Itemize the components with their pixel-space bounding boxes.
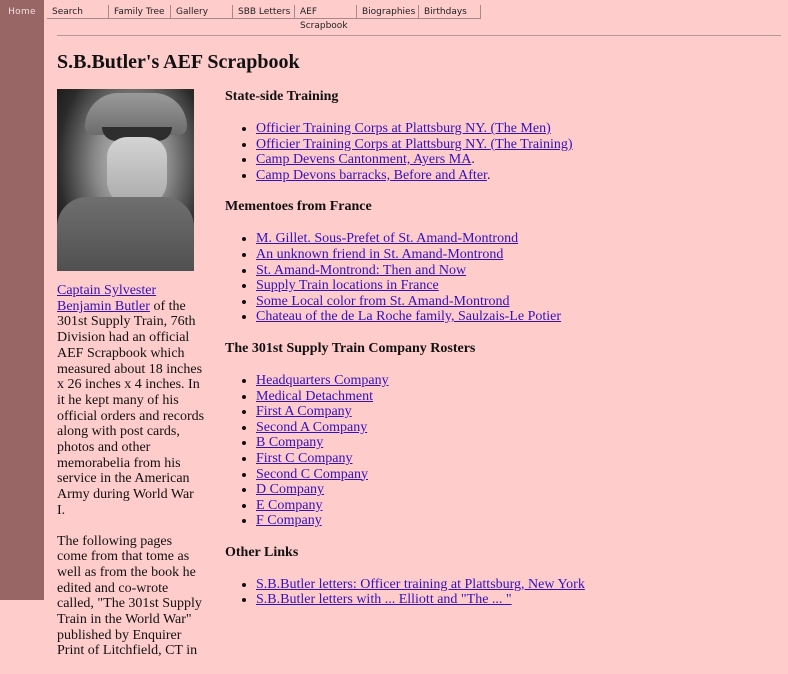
link-list	[225, 373, 765, 529]
section-link[interactable]: Officier Training Corps at Plattsburg NY. (The Men)	[256, 121, 551, 136]
list-item	[256, 121, 765, 137]
link-list	[225, 121, 765, 183]
list-item	[256, 263, 765, 279]
section-link[interactable]: First A Company	[256, 404, 352, 420]
list-item	[256, 513, 765, 529]
nav-family-tree[interactable]: Family Tree	[109, 5, 171, 19]
top-nav-bar	[47, 5, 481, 31]
section-the-301st-supply-train-company-rosters	[225, 341, 765, 529]
section-heading: Other Links	[225, 544, 299, 560]
list-item	[256, 309, 765, 325]
section-state-side-training	[225, 89, 765, 183]
section-heading: The 301st Supply Train Company Rosters	[225, 340, 476, 356]
section-heading: Mementoes from France	[225, 199, 372, 215]
intro-text	[57, 283, 205, 674]
list-item	[256, 435, 765, 451]
section-link[interactable]: Supply Train locations in France	[256, 278, 439, 294]
nav-gallery[interactable]: Gallery	[171, 5, 233, 19]
intro-paragraph-2: The following pages come from that tome as well as from the book he edited and co-wrote called, "The 301st Supply Train in the World War" published by Enquirer Print of Litchfield, CT in	[57, 533, 202, 659]
home-link[interactable]: Home	[8, 7, 36, 17]
list-item	[256, 389, 765, 405]
section-link[interactable]: Camp Devons barracks, Before and After	[256, 167, 487, 183]
intro-paragraph-1-text: of the 301st Supply Train, 76th Division had an official AEF Scrapbook which measured about 18 inches x 26 inches x 4 inches. In it he kept many of his official orders and records along with post cards, photos and other memorabelia from his service in the American Army during World War I.	[57, 298, 205, 518]
list-item	[256, 373, 765, 389]
tunic-shape	[57, 197, 194, 271]
section-link[interactable]: S.B.Butler letters: Officer training at Plattsburg, New York	[256, 576, 585, 592]
left-sidebar	[0, 0, 44, 600]
section-link[interactable]: Headquarters Company	[256, 372, 389, 388]
list-item	[256, 278, 765, 294]
list-item	[256, 592, 765, 608]
list-item	[256, 577, 765, 593]
list-item	[256, 247, 765, 263]
link-suffix: .	[486, 167, 491, 183]
list-item	[256, 404, 765, 420]
list-item	[256, 467, 765, 483]
list-item	[256, 451, 765, 467]
section-link[interactable]: M. Gillet. Sous-Prefet of St. Amand-Montrond	[256, 231, 519, 247]
section-link[interactable]: Second A Company	[256, 419, 368, 435]
intro-paragraph-1	[57, 283, 205, 519]
page-title: S.B.Butler's AEF Scrapbook	[57, 51, 300, 73]
list-item	[256, 420, 765, 436]
section-link[interactable]: D Company	[256, 482, 325, 498]
list-item	[256, 137, 765, 153]
link-list	[225, 231, 765, 325]
section-link[interactable]: F Company	[256, 513, 322, 529]
portrait-photo	[57, 89, 194, 271]
list-item	[256, 231, 765, 247]
section-link[interactable]: Chateau of the de La Roche family, Saulzais-Le Potier	[256, 309, 562, 325]
nav-aef-scrapbook[interactable]: AEF Scrapbook	[295, 5, 357, 19]
list-item	[256, 152, 765, 168]
section-link[interactable]: Medical Detachment	[256, 388, 374, 404]
list-item	[256, 498, 765, 514]
section-link[interactable]: First C Company	[256, 450, 353, 466]
section-heading: State-side Training	[225, 89, 339, 104]
section-link[interactable]: S.B.Butler letters with ... Elliott and "The ... "	[256, 592, 512, 608]
section-link[interactable]: An unknown friend in St. Amand-Montrond	[256, 246, 504, 262]
nav-search[interactable]: Search	[47, 5, 109, 19]
horizontal-rule	[57, 35, 781, 36]
section-other-links	[225, 545, 765, 608]
butler-name-link[interactable]: Captain Sylvester Benjamin Butler	[57, 283, 157, 314]
list-item	[256, 168, 765, 184]
link-list	[225, 577, 765, 608]
list-item	[256, 294, 765, 310]
nav-birthdays[interactable]: Birthdays	[419, 5, 481, 19]
section-link[interactable]: E Company	[256, 497, 323, 513]
link-suffix: .	[471, 152, 475, 168]
section-link[interactable]: Camp Devens Cantonment, Ayers MA	[256, 152, 472, 168]
nav-biographies[interactable]: Biographies	[357, 5, 419, 19]
section-link[interactable]: St. Amand-Montrond: Then and Now	[256, 262, 467, 278]
section-mementoes-from-france	[225, 199, 765, 325]
nav-sbb-letters[interactable]: SBB Letters	[233, 5, 295, 19]
list-item	[256, 482, 765, 498]
section-link[interactable]: Second C Company	[256, 466, 368, 482]
link-sections	[225, 89, 765, 624]
section-link[interactable]: Some Local color from St. Amand-Montrond	[256, 293, 510, 309]
section-link[interactable]: B Company	[256, 435, 324, 451]
section-link[interactable]: Officier Training Corps at Plattsburg NY. (The Training)	[256, 136, 573, 152]
